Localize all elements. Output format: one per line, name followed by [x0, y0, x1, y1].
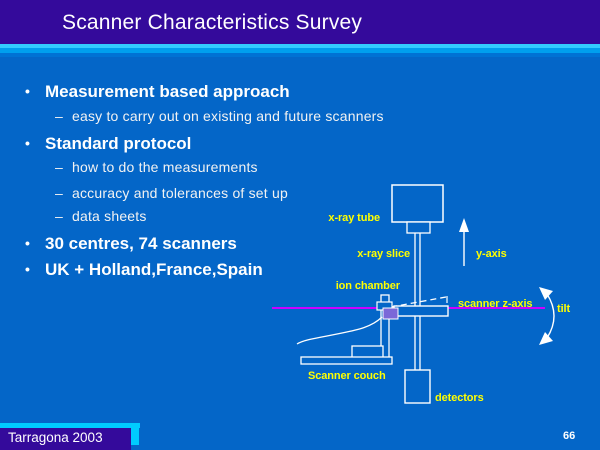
- bullet-text: UK + Holland,France,Spain: [45, 260, 263, 279]
- tilt-arrowhead-bottom: [539, 332, 553, 345]
- bullet-marker: •: [25, 135, 30, 151]
- label-tilt: tilt: [557, 303, 571, 315]
- footer-text: Tarragona 2003: [8, 430, 103, 445]
- gantry-arm: [394, 306, 448, 316]
- label-detectors: detectors: [435, 392, 484, 404]
- label-ion-chamber: ion chamber: [335, 280, 400, 292]
- xray-tube-box: [392, 185, 443, 222]
- bullet-marker: •: [25, 83, 30, 99]
- bullet-text: Standard protocol: [45, 134, 192, 153]
- bullet-text: easy to carry out on existing and future scanners: [72, 108, 384, 124]
- footer-accent-right: [131, 423, 139, 445]
- tilt-arrowhead-top: [539, 287, 553, 300]
- slide-title: Scanner Characteristics Survey: [62, 11, 363, 34]
- bullet-marker: –: [55, 159, 63, 175]
- bullet-marker: •: [25, 261, 30, 277]
- y-axis-arrowhead: [459, 218, 469, 232]
- tilt-arc: [547, 294, 554, 338]
- bullet-marker: –: [55, 185, 63, 201]
- page-number: 66: [563, 430, 576, 442]
- footer-box: [0, 428, 131, 450]
- bullet-text: accuracy and tolerances of set up: [72, 185, 288, 201]
- bullet-marker: •: [25, 235, 30, 251]
- label-xray-tube: x-ray tube: [328, 212, 380, 224]
- collimator-box: [407, 222, 430, 233]
- couch-surface: [301, 357, 392, 364]
- signal-cable: [297, 317, 382, 344]
- ion-chamber-box: [383, 308, 398, 319]
- label-xray-slice: x-ray slice: [357, 248, 410, 260]
- bullet-text: 30 centres, 74 scanners: [45, 234, 237, 253]
- bullet-marker: –: [55, 208, 63, 224]
- bullet-marker: –: [55, 108, 63, 124]
- couch-support-box: [352, 346, 383, 358]
- label-scanner-z-axis: scanner z-axis: [458, 298, 533, 310]
- label-y-axis: y-axis: [476, 248, 507, 260]
- bullet-text: Measurement based approach: [45, 82, 290, 101]
- detectors-box: [405, 370, 430, 403]
- bullet-text: how to do the measurements: [72, 159, 258, 175]
- label-scanner-couch: Scanner couch: [308, 370, 386, 382]
- bullet-text: data sheets: [72, 208, 147, 224]
